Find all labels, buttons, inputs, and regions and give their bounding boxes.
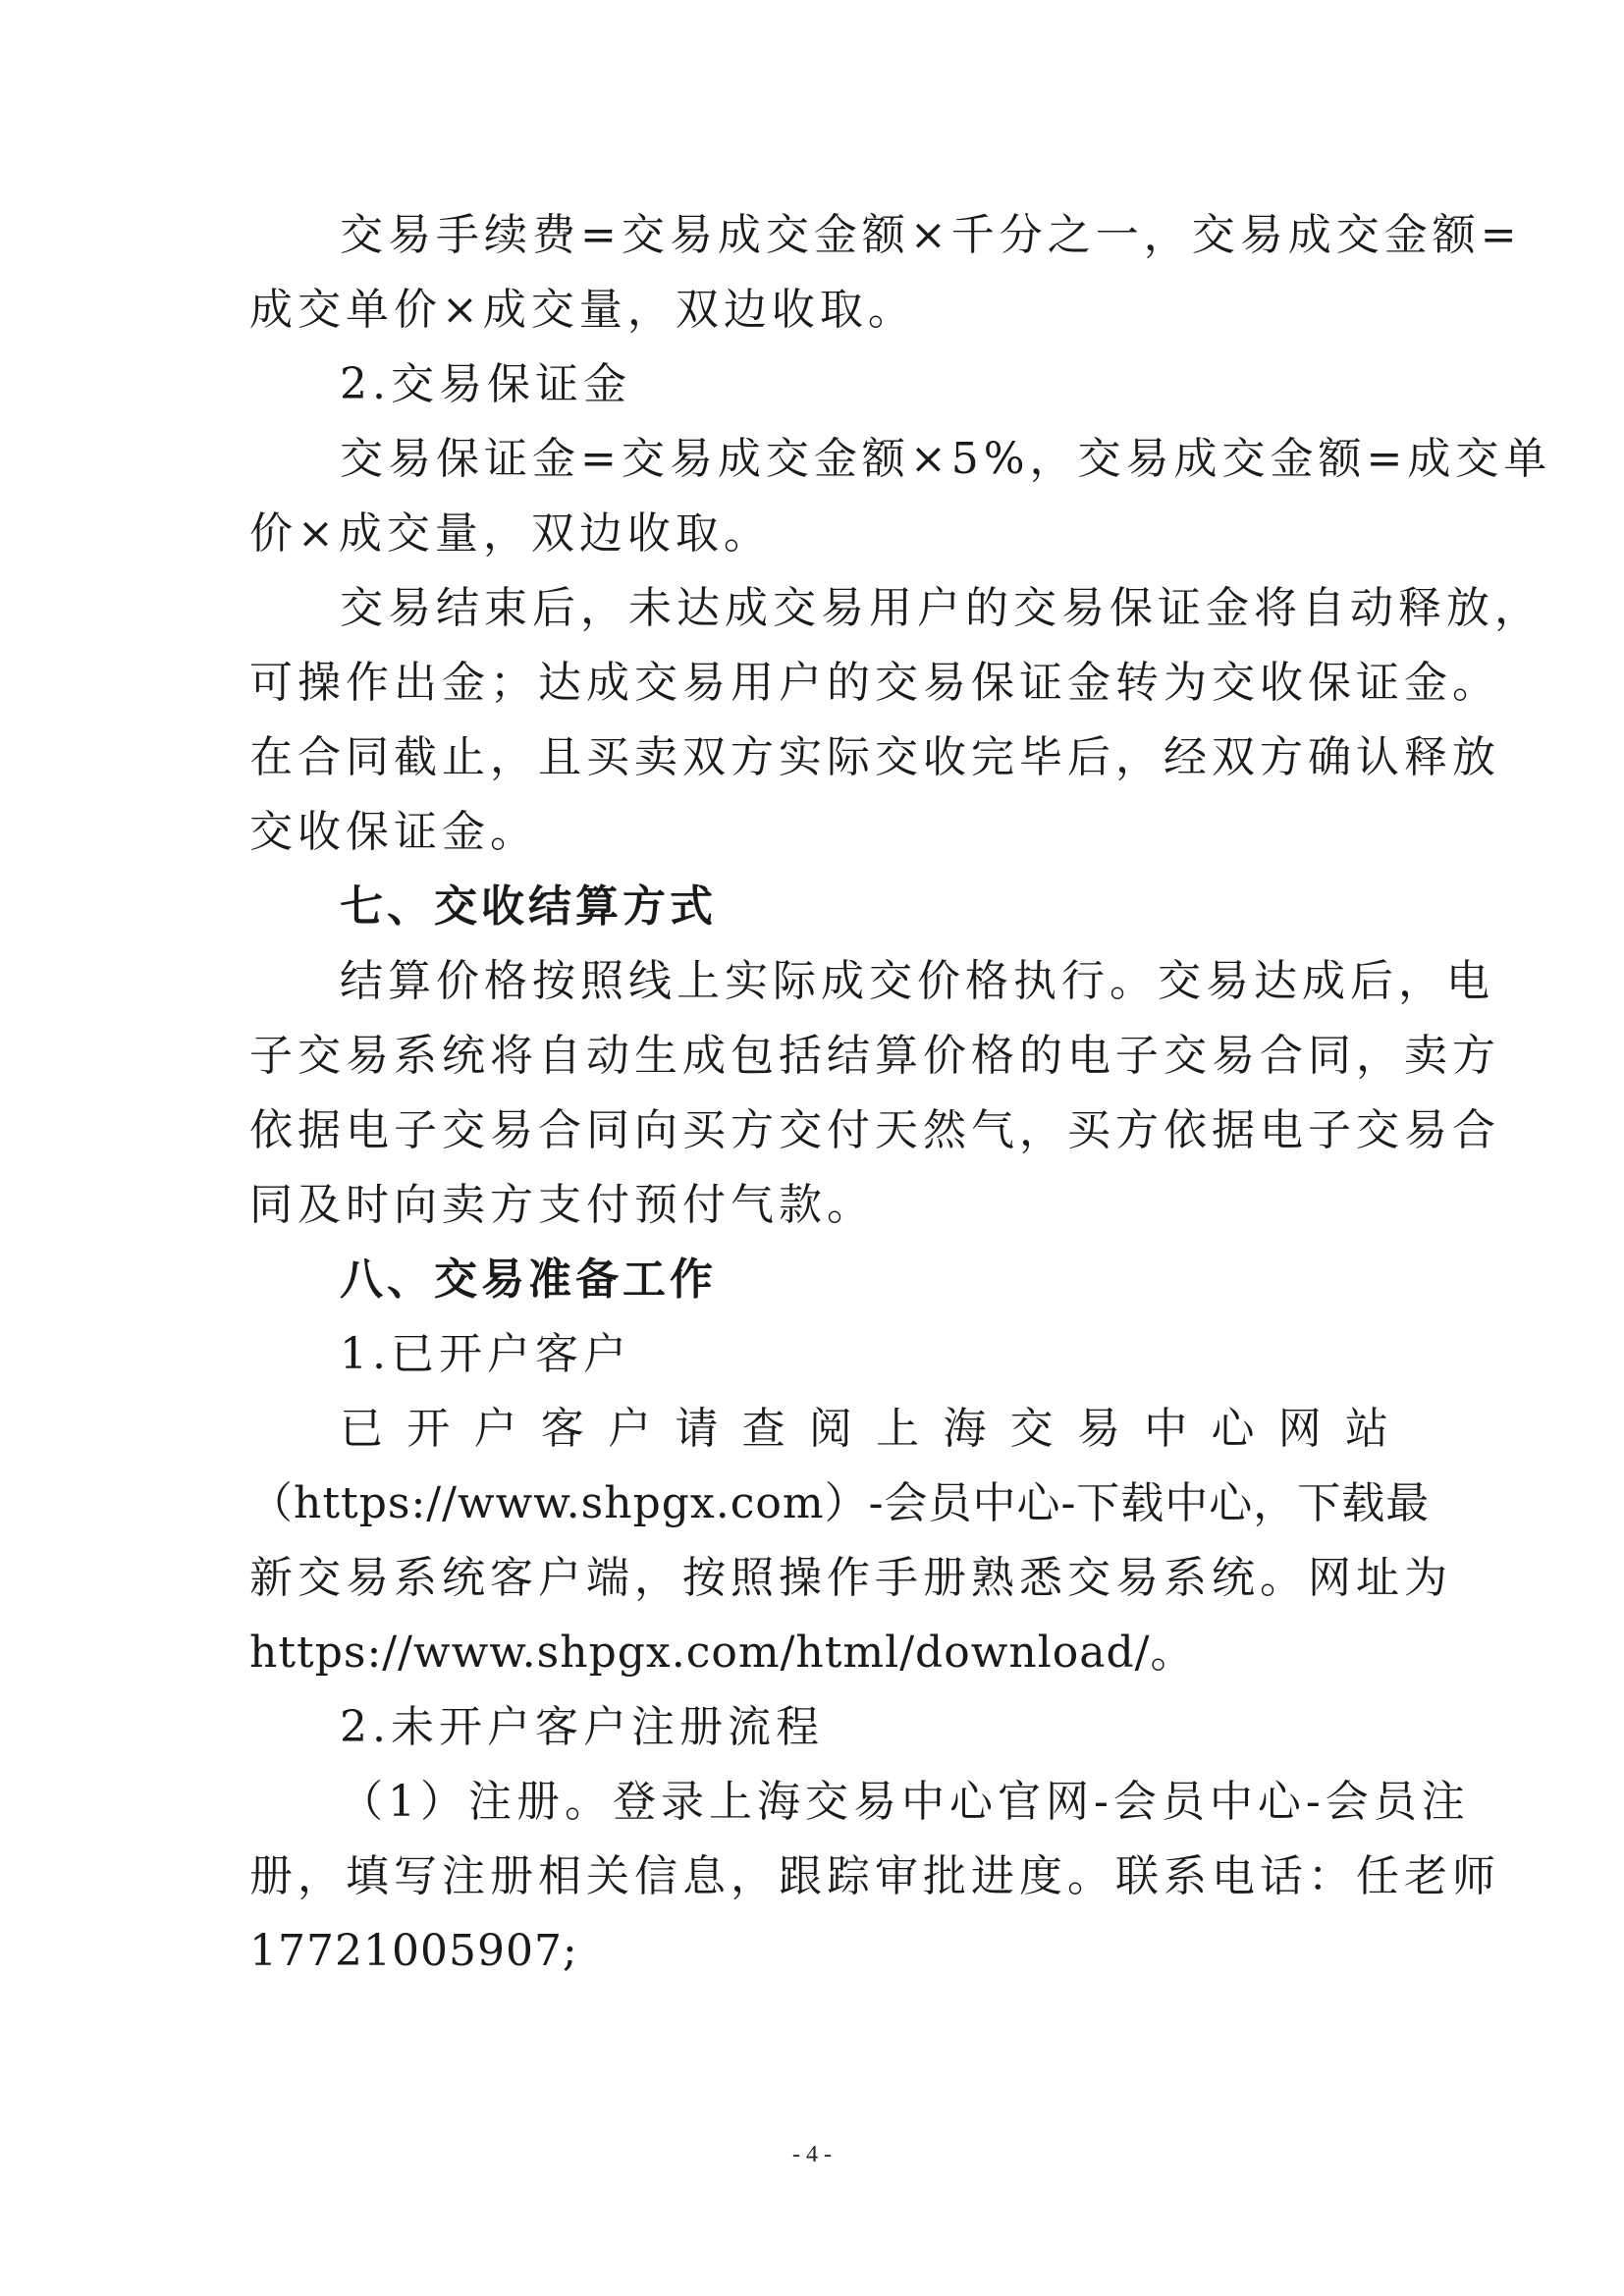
paragraph-line: 交易手续费=交易成交金额×千分之一，交易成交金额= <box>340 210 1522 260</box>
paragraph-line: 交易结束后，未达成交易用户的交易保证金将自动释放， <box>340 583 1543 633</box>
paragraph-line: 可操作出金；达成交易用户的交易保证金转为交收保证金。 <box>249 658 1500 708</box>
subheading-line: 1.已开户客户 <box>340 1329 631 1379</box>
paragraph-line: 交易保证金=交易成交金额×5%，交易成交金额=成交单 <box>340 434 1552 484</box>
paragraph-line: 新交易系统客户端，按照操作手册熟悉交易系统。网址为 <box>249 1553 1452 1603</box>
paragraph-line: 册，填写注册相关信息，跟踪审批进度。联系电话：任老师 <box>249 1851 1500 1901</box>
paragraph-line: （https://www.shpgx.com）-会员中心-下载中心，下载最 <box>249 1478 1431 1528</box>
paragraph-line: https://www.shpgx.com/html/download/。 <box>249 1628 1195 1678</box>
section-heading: 七、交收结算方式 <box>340 881 717 932</box>
paragraph-line: 17721005907; <box>249 1926 578 1976</box>
page-number: - 4 - <box>792 2142 832 2167</box>
paragraph-line: 同及时向卖方支付预付气款。 <box>249 1180 875 1230</box>
subheading-line: 2.交易保证金 <box>340 359 631 409</box>
paragraph-line: 成交单价×成交量，双边收取。 <box>249 285 916 335</box>
paragraph-line: 已开户客户请查阅上海交易中心网站 <box>340 1404 1388 1454</box>
paragraph-line: 依据电子交易合同向买方交付天然气，买方依据电子交易合 <box>249 1105 1500 1155</box>
section-heading: 八、交易准备工作 <box>340 1255 717 1305</box>
paragraph-line: 交收保证金。 <box>249 807 538 857</box>
paragraph-line: （1）注册。登录上海交易中心官网-会员中心-会员注 <box>340 1777 1470 1827</box>
paragraph-line: 子交易系统将自动生成包括结算价格的电子交易合同，卖方 <box>249 1031 1500 1081</box>
subheading-line: 2.未开户客户注册流程 <box>340 1702 824 1752</box>
paragraph-line: 结算价格按照线上实际成交价格执行。交易达成后，电 <box>340 956 1494 1006</box>
paragraph-line: 价×成交量，双边收取。 <box>249 508 772 559</box>
paragraph-line: 在合同截止，且买卖双方实际交收完毕后，经双方确认释放 <box>249 732 1500 782</box>
